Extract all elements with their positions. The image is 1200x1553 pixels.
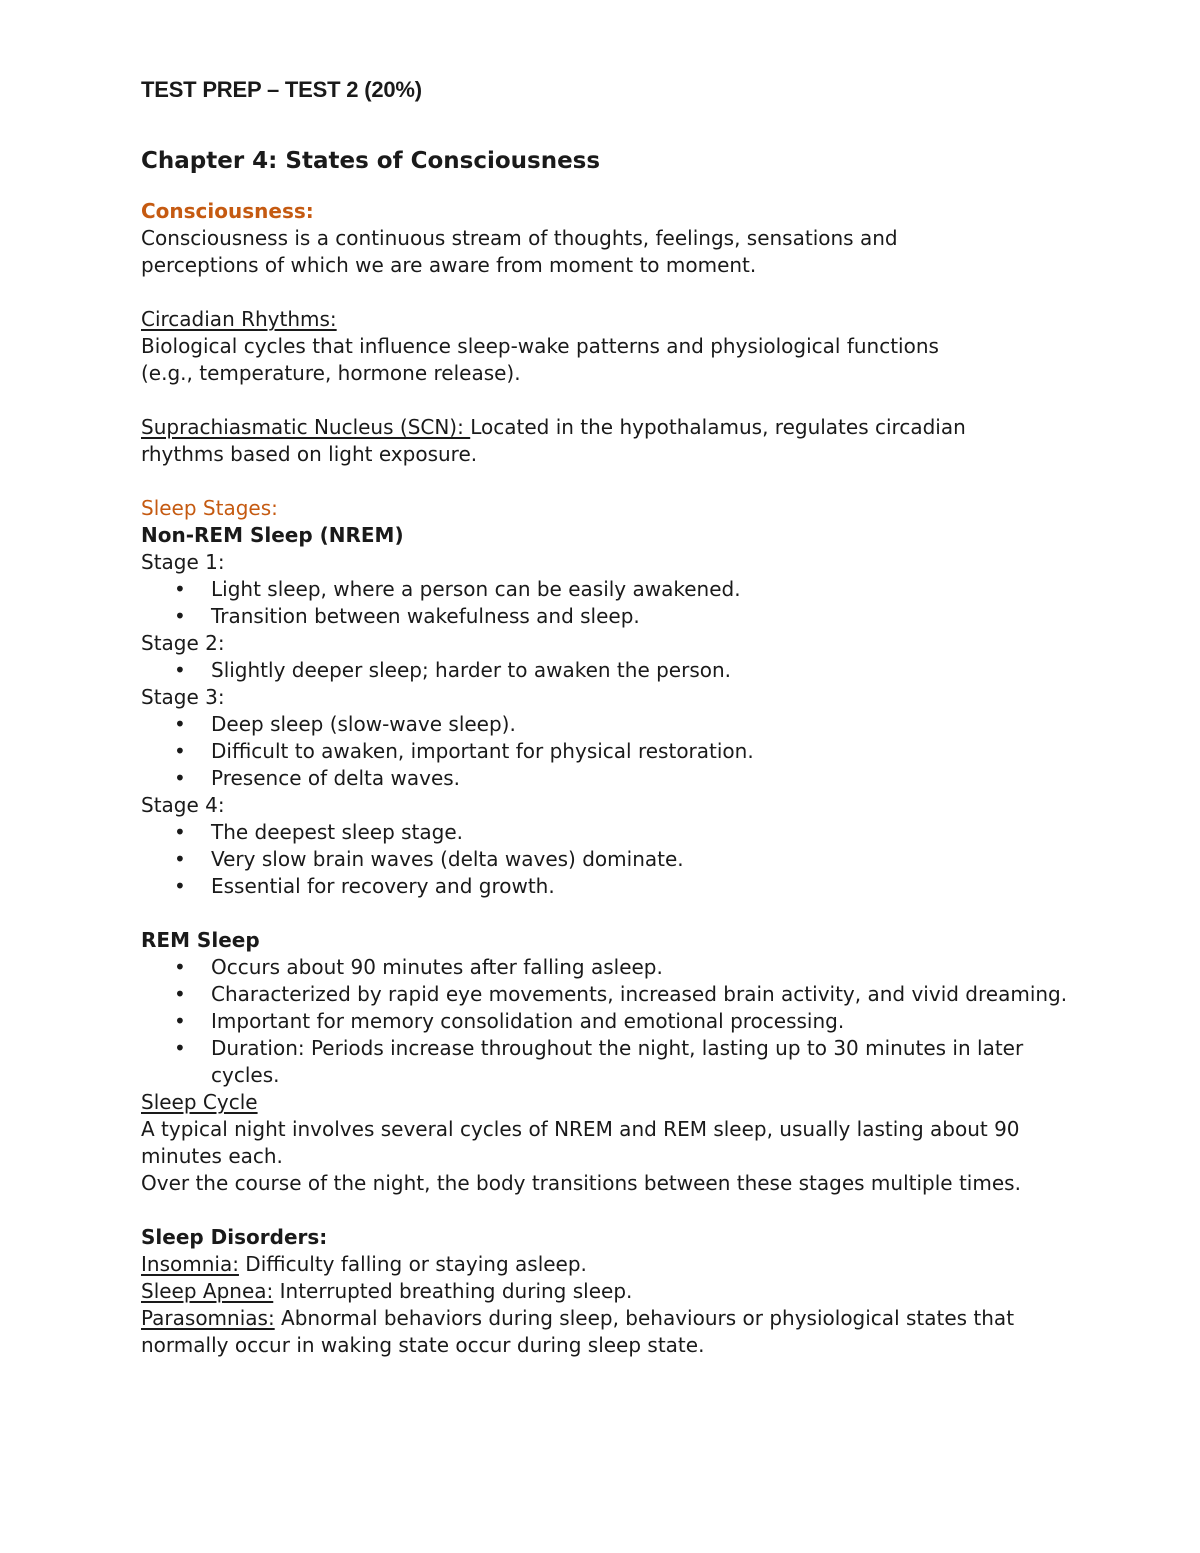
bullet-icon: • (174, 739, 186, 763)
bullet-icon: • (174, 658, 186, 682)
spacer (141, 900, 1071, 927)
stage-label: Stage 1: (141, 550, 225, 574)
rem-heading: REM Sleep (141, 928, 260, 952)
bullet-icon: • (174, 604, 186, 628)
disorder-term: Sleep Apnea: (141, 1279, 274, 1303)
spacer (141, 1197, 1071, 1224)
circadian-text-line2: (e.g., temperature, hormone release). (141, 361, 521, 385)
bullet-icon: • (174, 1036, 186, 1060)
list-item: • The deepest sleep stage. (174, 820, 463, 844)
disorder-text: Interrupted breathing during sleep. (273, 1279, 633, 1303)
circadian-text-line1: Biological cycles that influence sleep-wake patterns and physiological functions (141, 334, 939, 358)
bullet-icon: • (174, 847, 186, 871)
spacer (141, 468, 1071, 495)
circadian-heading: Circadian Rhythms: (141, 307, 337, 331)
sleep-cycle-text1: A typical night involves several cycles of NREM and REM sleep, usually lasting about 90 minutes each. (141, 1117, 1020, 1168)
stage-label: Stage 2: (141, 631, 225, 655)
bullet-icon: • (174, 577, 186, 601)
bullet-icon: • (174, 955, 186, 979)
bullet-icon: • (174, 712, 186, 736)
spacer (141, 279, 1071, 306)
stage-1-bullets (141, 576, 1071, 630)
list-item: • Important for memory consolidation and emotional processing. (174, 1009, 845, 1033)
list-item: • Difficult to awaken, important for physical restoration. (174, 739, 754, 763)
stage-4-bullets (141, 819, 1071, 900)
chapter-title: Chapter 4: States of Consciousness (141, 148, 601, 174)
disorder-item (141, 1305, 1071, 1359)
list-item: • Essential for recovery and growth. (174, 874, 555, 898)
document-page (141, 72, 1071, 1359)
list-item: • Duration: Periods increase throughout the night, lasting up to 30 minutes in later cycles. (174, 1036, 1024, 1087)
bullet-icon: • (174, 874, 186, 898)
disorder-text: Abnormal behaviors during sleep, behaviours or physiological states that normally occur in waking state occur during sleep state. (141, 1306, 1015, 1357)
sleep-disorders-heading: Sleep Disorders: (141, 1225, 328, 1249)
bullet-icon: • (174, 982, 186, 1006)
stage-2-bullets (141, 657, 1071, 684)
list-item: • Presence of delta waves. (174, 766, 461, 790)
disorder-term: Insomnia: (141, 1252, 239, 1276)
list-item: • Transition between wakefulness and sleep. (174, 604, 640, 628)
list-item: • Characterized by rapid eye movements, increased brain activity, and vivid dreaming. (174, 982, 1068, 1006)
list-item: • Occurs about 90 minutes after falling asleep. (174, 955, 663, 979)
disorder-text: Difficulty falling or staying asleep. (238, 1252, 587, 1276)
nrem-heading: Non-REM Sleep (NREM) (141, 523, 404, 547)
scn-line1 (141, 414, 1071, 441)
document-title: TEST PREP – TEST 2 (20%) (141, 77, 422, 102)
stage-label: Stage 3: (141, 685, 225, 709)
sleep-cycle-text2: Over the course of the night, the body transitions between these stages multiple times. (141, 1171, 1021, 1195)
list-item: • Deep sleep (slow-wave sleep). (174, 712, 516, 736)
consciousness-text-line2: perceptions of which we are aware from moment to moment. (141, 253, 757, 277)
sleep-cycle-heading: Sleep Cycle (141, 1090, 258, 1114)
list-item: • Slightly deeper sleep; harder to awaken the person. (174, 658, 732, 682)
sleep-stages-heading: Sleep Stages: (141, 496, 278, 520)
bullet-icon: • (174, 1009, 186, 1033)
bullet-icon: • (174, 766, 186, 790)
disorder-item (141, 1278, 1071, 1305)
stage-label: Stage 4: (141, 793, 225, 817)
spacer (141, 387, 1071, 414)
disorder-item (141, 1251, 1071, 1278)
stage-3-bullets (141, 711, 1071, 792)
scn-text-line2: rhythms based on light exposure. (141, 442, 478, 466)
bullet-icon: • (174, 820, 186, 844)
scn-text-line1: Located in the hypothalamus, regulates circadian (470, 415, 966, 439)
list-item: • Very slow brain waves (delta waves) dominate. (174, 847, 684, 871)
consciousness-heading: Consciousness: (141, 199, 314, 223)
consciousness-text-line1: Consciousness is a continuous stream of thoughts, feelings, sensations and (141, 226, 898, 250)
disorder-term: Parasomnias: (141, 1306, 275, 1330)
rem-bullets (141, 954, 1071, 1089)
list-item: • Light sleep, where a person can be easily awakened. (174, 577, 741, 601)
scn-term: Suprachiasmatic Nucleus (SCN): (141, 415, 471, 439)
